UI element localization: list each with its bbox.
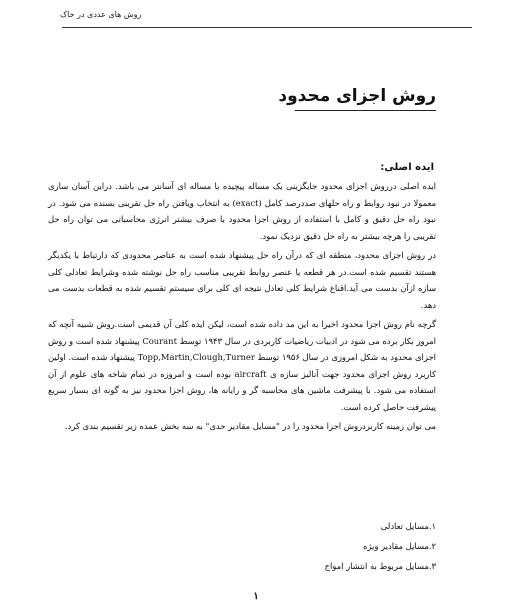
paragraph-2: در روش اجزای محدود، منطقه ای که درآن راه حل پیشنهاد شده است به عناصر محدودی که دارتباط با یکدیگر هستند تقسیم شده است.در هر قطعه یا عنصر روابط تقریبی مناسب راه حل نوشته شده وشرایط تعادلی کلی سازه ازآن بدست می آید.اقناع شرایط کلی تعادل نتیجه ای کلی برای سیستم تقسیم شده به قطعات بدست می دهد.: [48, 250, 436, 310]
title-underline: [295, 110, 436, 111]
page-number: ۱: [253, 591, 259, 602]
list-item: ۲.مسایل مقادیر ویژه: [362, 541, 436, 551]
paragraph-4: می توان زمینه کاربردروش اجزا محدود را در "مسایل مقادیر حدی" به سه بخش عمده زیر تقسیم بندی کرد.: [64, 421, 436, 431]
page-title: روش اجزای محدود: [278, 86, 436, 106]
paragraph-1: ایده اصلی درروش اجزای محدود جایگزینی یک مساله پیچیده با مساله ای آسانتر می باشد. دراین آسان سازی معمولا در نبود روابط و راه حلهای صددرصد کامل (exact) به انتخاب ویافتن راه حل تقریبی بسنده می شود. در نبود راه حل دقیق و کامل با استفاده از روش اجزا محدود با صرف بیشتر انرژی محاسباتی می توان راه حل تقریبی را هرچه بیشتر به راه حل دقیق نزدیک نمود.: [48, 181, 436, 241]
header-divider: [62, 27, 472, 28]
list-item: ۳.مسایل مربوط به انتشار امواج: [324, 561, 436, 571]
section-heading: ایده اصلی:: [380, 162, 434, 173]
running-header: روش های عددی در خاک: [60, 10, 142, 19]
list-item: ۱.مسایل تعادلی: [380, 521, 436, 531]
body-text: [48, 178, 436, 438]
paragraph-3: گرچه نام روش اجزا محدود اخیرا به این مد داده شده است، لیکن ایده کلی آن قدیمی است.روش شبیه آنچه که امروز بکار برده می شود در ادبیات ریاضیات کاربردی در سال ۱۹۴۳ توسط Courant پیشنهاد شده است و روش اجزای محدود به شکل امروزی در سال ۱۹۵۶ توسط Topp,Martin,Clough,Turner پیشنهاد شده است. اولین کاربرد روش اجزای محدود جهت آنالیز سازه ی aircraft بوده است و امروزه در تمام شاخه های علوم از آن استفاده می شود. با پیشرفت ماشین های محاسبه گر و رایانه ها، روش اجزا محدود نیز به گونه ای بسیار سریع پیشرفت حاصل کرده است.: [48, 319, 437, 412]
application-list: [325, 516, 436, 576]
